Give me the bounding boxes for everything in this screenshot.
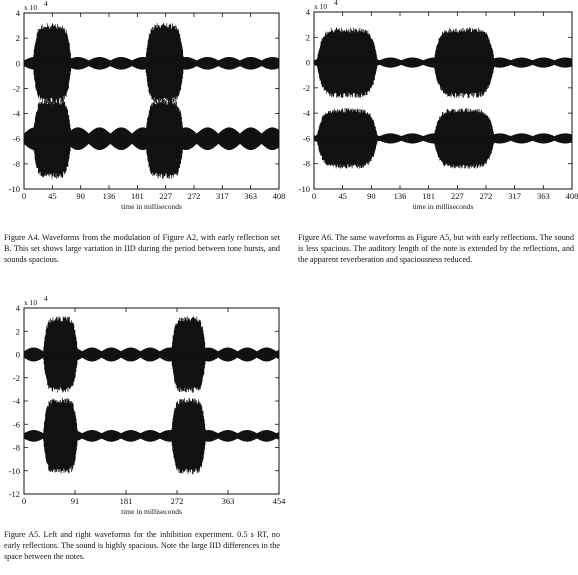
x-tick-label: 0 [311, 191, 317, 201]
x-axis-label: time in milliseconds [412, 202, 474, 211]
x-tick-label: 136 [102, 191, 116, 201]
y-scale-label: x 10 [314, 2, 328, 11]
y-tick-label: -4 [302, 108, 310, 119]
x-tick-label: 272 [170, 496, 184, 506]
y-tick-label: 0 [305, 57, 310, 68]
y-tick-label: 2 [15, 326, 20, 337]
y-tick-label: -10 [8, 184, 20, 194]
y-tick-label: 4 [15, 8, 20, 18]
x-tick-label: 272 [479, 191, 493, 201]
x-tick-label: 0 [21, 496, 27, 506]
y-tick-label: -4 [12, 396, 20, 406]
y-tick-label: 0 [15, 58, 20, 69]
y-tick-label: -8 [302, 158, 310, 169]
x-tick-label: 363 [221, 496, 235, 506]
x-axis-label: time in milliseconds [121, 507, 182, 516]
y-tick-label: -6 [302, 133, 310, 144]
x-tick-label: 408 [272, 191, 286, 201]
y-tick-label: 0 [15, 349, 20, 360]
x-tick-label: 363 [536, 191, 550, 201]
y-tick-label: -2 [302, 82, 310, 93]
figure-a4-chart [0, 0, 285, 228]
y-tick-label: 2 [15, 33, 20, 44]
y-scale-label: x 10 [24, 3, 38, 12]
x-tick-label: 272 [187, 191, 201, 201]
y-tick-label: 4 [305, 7, 310, 17]
y-tick-label: -6 [12, 133, 20, 144]
y-tick-label: -8 [12, 158, 20, 169]
figure-a4-panel [0, 0, 285, 228]
y-tick-label: -4 [12, 108, 20, 119]
x-tick-label: 91 [70, 496, 80, 506]
y-tick-label: 2 [305, 32, 310, 43]
y-scale-label: x 10 [24, 298, 38, 307]
x-tick-label: 408 [565, 191, 578, 201]
x-tick-label: 181 [130, 191, 144, 201]
figure-a6-panel [290, 0, 578, 228]
y-tick-label: -10 [8, 465, 20, 476]
x-tick-label: 227 [159, 191, 173, 201]
x-axis-label: time in milliseconds [121, 202, 182, 211]
y-tick-label: -6 [12, 419, 20, 430]
figure-a5-caption: Figure A5. Left and right waveforms for the inhibition experiment. 0.5 s RT, no early reflections. The sound is highly spacious. Note the large IID differences in the space between the notes. [4, 530, 280, 561]
y-tick-label: -8 [12, 442, 20, 453]
y-tick-label: -2 [12, 83, 20, 94]
x-tick-label: 317 [508, 191, 522, 201]
y-tick-label: 4 [15, 303, 20, 313]
y-scale-exponent: 4 [44, 0, 48, 8]
figure-a4-caption: Figure A4. Waveforms from the modulation of Figure A2, with early reflection set B. This set shows large variation in IID during the period between tone bursts, and sounds spacious. [4, 233, 280, 264]
figure-a5-chart [0, 290, 285, 520]
y-tick-label: -10 [298, 184, 310, 194]
y-scale-exponent: 4 [44, 294, 48, 303]
x-tick-label: 181 [119, 496, 133, 506]
figure-a6-chart [290, 0, 578, 228]
x-tick-label: 317 [215, 191, 229, 201]
x-tick-label: 227 [450, 191, 464, 201]
x-tick-label: 0 [21, 191, 27, 201]
x-tick-label: 454 [272, 496, 286, 506]
x-tick-label: 45 [338, 191, 347, 201]
x-tick-label: 90 [76, 191, 85, 201]
x-tick-label: 136 [393, 191, 407, 201]
y-tick-label: -12 [8, 489, 20, 499]
x-tick-label: 90 [367, 191, 376, 201]
x-tick-label: 181 [422, 191, 436, 201]
y-tick-label: -2 [12, 372, 20, 383]
y-scale-exponent: 4 [334, 0, 338, 7]
x-tick-label: 45 [48, 191, 57, 201]
x-tick-label: 363 [244, 191, 258, 201]
figure-a6-caption: Figure A6. The same waveforms as Figure A5, but with early reflections. The sound is less spacious. The auditory length of the note is extended by the reflections, and the apparent reverberation and spaciousness reduced. [298, 233, 574, 264]
figure-a5-panel [0, 290, 285, 520]
